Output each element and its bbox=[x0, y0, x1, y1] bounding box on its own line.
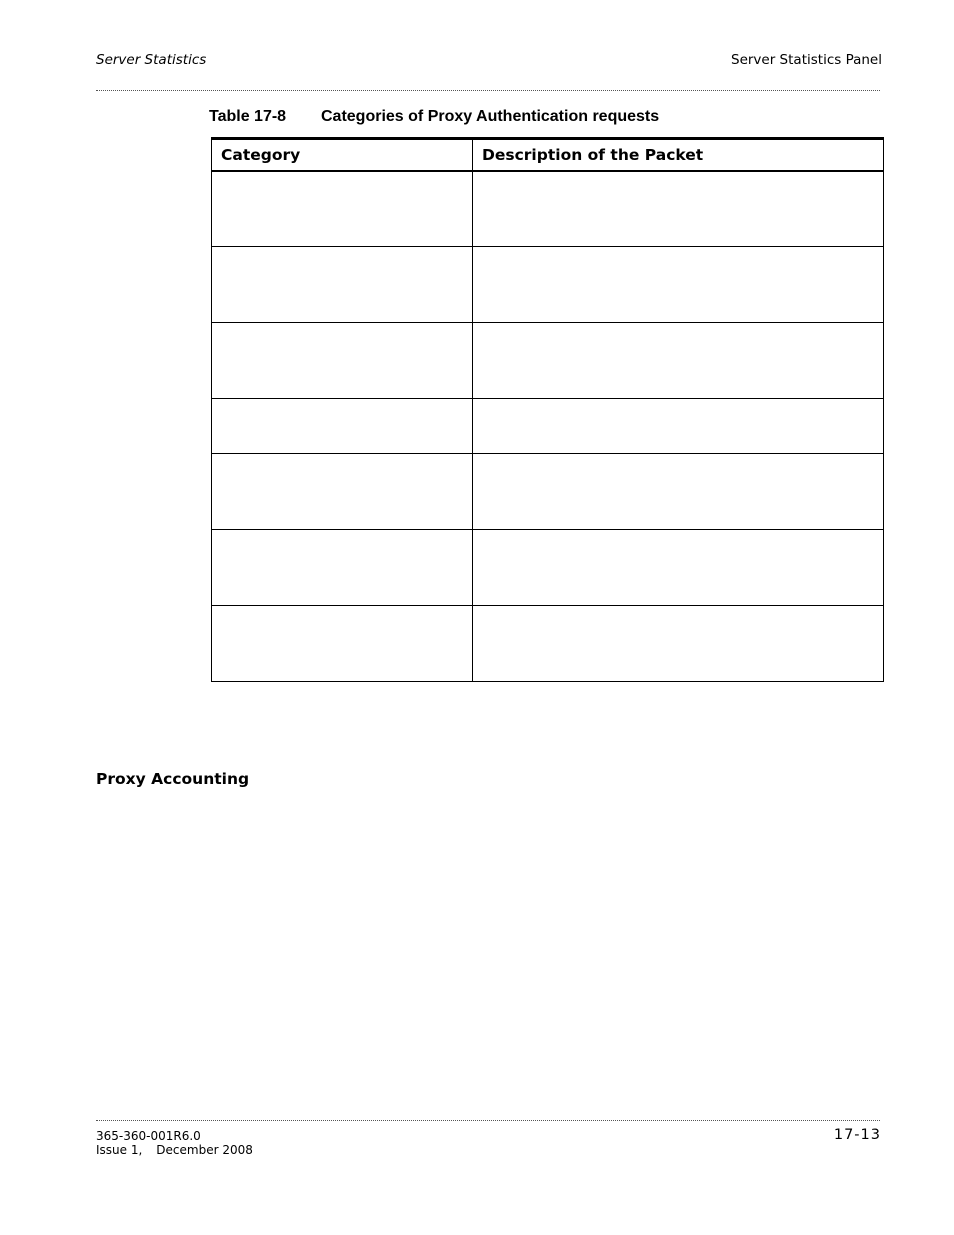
table-caption-number: Table 17-8 bbox=[209, 108, 287, 125]
issue-line bbox=[96, 1143, 253, 1157]
page-number: 17-13 bbox=[833, 1127, 881, 1143]
table-cell-category bbox=[212, 171, 473, 247]
table-row bbox=[212, 171, 884, 247]
proxy-authentication-categories-table bbox=[211, 137, 884, 682]
section-heading: Proxy Accounting bbox=[96, 770, 250, 788]
table-cell-description bbox=[473, 399, 884, 454]
table-cell-category bbox=[212, 399, 473, 454]
table-cell-description bbox=[473, 247, 884, 323]
table-row bbox=[212, 530, 884, 606]
table-header-row bbox=[212, 139, 884, 171]
column-header-category: Category bbox=[212, 139, 473, 171]
table-caption bbox=[209, 108, 659, 126]
column-header-description: Description of the Packet bbox=[473, 139, 884, 171]
table-cell-description bbox=[473, 530, 884, 606]
document-number: 365-360-001R6.0 bbox=[96, 1129, 201, 1143]
table-row bbox=[212, 399, 884, 454]
table-row bbox=[212, 454, 884, 530]
table-cell-description bbox=[473, 454, 884, 530]
table-cell-description bbox=[473, 323, 884, 399]
table-cell-category bbox=[212, 530, 473, 606]
table-row bbox=[212, 323, 884, 399]
table-cell-category bbox=[212, 247, 473, 323]
table-cell-description bbox=[473, 171, 884, 247]
table-cell-category bbox=[212, 606, 473, 682]
table-row bbox=[212, 247, 884, 323]
header-divider bbox=[96, 90, 880, 91]
table-caption-title: Categories of Proxy Authentication requests bbox=[321, 108, 660, 125]
table-row bbox=[212, 606, 884, 682]
running-header-section: Server Statistics Panel bbox=[731, 52, 882, 68]
footer-document-info bbox=[96, 1129, 253, 1157]
table-cell-category bbox=[212, 323, 473, 399]
running-header-chapter: Server Statistics bbox=[96, 52, 207, 68]
footer-divider bbox=[96, 1120, 880, 1121]
table-cell-description bbox=[473, 606, 884, 682]
issue-number: Issue 1, bbox=[96, 1143, 143, 1157]
issue-date: December 2008 bbox=[156, 1143, 253, 1157]
table-cell-category bbox=[212, 454, 473, 530]
